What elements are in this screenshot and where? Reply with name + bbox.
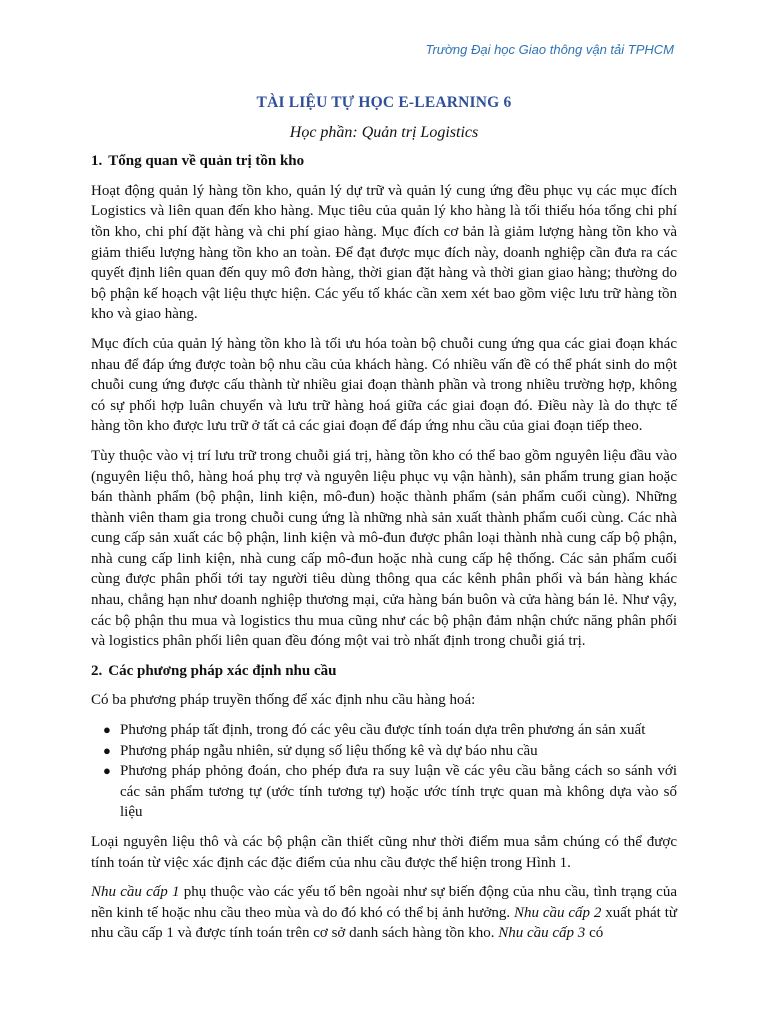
section-2-number: 2. <box>91 662 103 679</box>
document-title: TÀI LIỆU TỰ HỌC E-LEARNING 6 <box>256 94 512 111</box>
section-1-paragraph-2: Mục đích của quản lý hàng tồn kho là tối ưu hóa toàn bộ chuỗi cung ứng qua các giai đoạn khác nhau để đáp ứng được toàn bộ nhu cầu của khách hàng. Có nhiều vấn đề có thể phát sinh do một chuỗi cung ứng được cấu thành từ nhiều giai đoạn thành phần và trong nhiều trường hợp, không có sự phối hợp luân chuyển và lưu trữ hàng hoá giữa các giai đoạn đó. Điều này là do thực tế hàng tồn kho được lưu trữ ở tất cả các giai đoạn để đáp ứng nhu cầu của giai đoạn tiếp theo. <box>91 335 677 435</box>
section-1-heading <box>91 151 677 172</box>
document-body <box>91 93 677 953</box>
demand-level-3-text: có <box>585 925 604 942</box>
demand-level-1-text: phụ thuộc vào các yếu tố bên ngoài như sự biến động của nhu cầu, tình trạng của nền kinh tế hoặc nhu cầu theo mùa và do đó khó có thể bị ảnh hưởng. <box>91 884 677 921</box>
section-1-number: 1. <box>91 153 103 170</box>
section-2-title: Các phương pháp xác định nhu cầu <box>108 662 337 679</box>
method-text: Phương pháp tất định, trong đó các yêu cầu được tính toán dựa trên phương án sản xuất <box>120 722 646 739</box>
section-2-heading <box>91 661 677 682</box>
section-1-paragraph-3: Tùy thuộc vào vị trí lưu trữ trong chuỗi giá trị, hàng tồn kho có thể bao gồm nguyên liệu đầu vào (nguyên liệu thô, hàng hoá phụ trợ và nguyên liệu phục vụ vận hành), sản phẩm trung gian hoặc bán thành phẩm (bộ phận, linh kiện, mô-đun) hoặc thành phẩm (sản phẩm cuối cùng). Những thành viên tham gia trong chuỗi cung ứng là những nhà sản xuất thành phẩm cuối cùng. Các nhà cung cấp sản xuất các bộ phận, linh kiện và mô-đun được phân loại thành nhà cung cấp bộ phận, nhà cung cấp linh kiện, nhà cung cấp mô-đun hoặc nhà cung cấp hệ thống. Các sản phẩm cuối cùng được phân phối tới tay người tiêu dùng thông qua các kênh phân phối và bán hàng khác nhau, chẳng hạn như doanh nghiệp thương mại, cửa hàng bán buôn và cửa hàng bán lẻ. Như vậy, các bộ phận thu mua và logistics thu mua cũng như các bộ phận đảm nhận chức năng phân phối và logistics phân phối liên quan đều đóng một vai trò nhất định trong chuỗi giá trị. <box>91 447 677 650</box>
bullet-icon: ● <box>103 742 111 758</box>
demand-level-3-term: Nhu cầu cấp 3 <box>498 925 586 942</box>
bullet-icon: ● <box>103 763 111 779</box>
method-list-item <box>103 741 677 762</box>
method-list-item <box>103 720 677 741</box>
section-2-demand-levels <box>91 882 677 944</box>
section-2-paragraph: Loại nguyên liệu thô và các bộ phận cần thiết cũng như thời điểm mua sắm chúng có thể được tính toán từ việc xác định các đặc điểm của nhu cầu được thể hiện trong Hình 1. <box>91 834 677 871</box>
header-institution: Trường Đại học Giao thông vận tải TPHCM <box>425 42 674 57</box>
method-list-item <box>103 761 677 823</box>
demand-level-2-term: Nhu cầu cấp 2 <box>514 904 602 921</box>
section-1-title: Tổng quan về quản trị tồn kho <box>108 153 305 170</box>
method-list <box>91 720 677 823</box>
method-text: Phương pháp phỏng đoán, cho phép đưa ra suy luận về các yêu cầu bằng cách so sánh với các sản phẩm tương tự (ước tính tương tự) hoặc ước tính trực quan mà không dựa vào số liệu <box>120 763 677 821</box>
demand-level-1-term: Nhu cầu cấp 1 <box>91 884 180 901</box>
section-1-paragraph-1: Hoạt động quản lý hàng tồn kho, quản lý dự trữ và quản lý cung ứng đều phục vụ các mục đích Logistics và liên quan đến kho hàng. Mục tiêu của quản lý kho hàng là tối thiểu hóa tổng chi phí tồn kho, chi phí đặt hàng và chi phí giao hàng. Mục đích cơ bản là giảm lượng hàng tồn kho và giảm thiểu lượng hàng tồn kho an toàn. Để đạt được mục đích này, doanh nghiệp cần đưa ra các quyết định liên quan đến quy mô đơn hàng, thời gian đặt hàng và thời gian giao hàng; thường do bộ phận kế hoạch vật liệu thực hiện. Các yếu tố khác cần xem xét bao gồm việc lưu trữ hàng tồn kho và giao hàng. <box>91 182 677 323</box>
document-subtitle: Học phần: Quản trị Logistics <box>289 123 479 141</box>
bullet-icon: ● <box>103 722 111 738</box>
demand-level-2-text: xuất phát từ nhu cầu cấp 1 và được tính toán trên cơ sở danh sách hàng tồn kho. <box>91 904 677 942</box>
section-2-intro: Có ba phương pháp truyền thống để xác định nhu cầu hàng hoá: <box>91 692 476 709</box>
method-text: Phương pháp ngẫu nhiên, sử dụng số liệu thống kê và dự báo nhu cầu <box>120 742 538 759</box>
